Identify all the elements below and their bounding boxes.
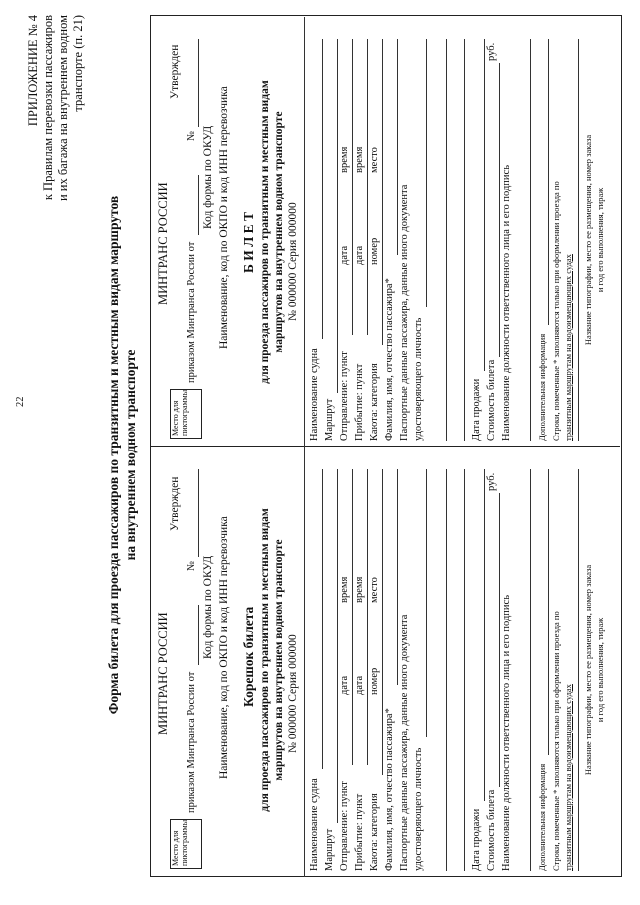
ticket-officer: Наименование должности ответственного лица и его подпись bbox=[501, 165, 512, 441]
ticket-carrier: Наименование, код по ОКПО и код ИНН перевозчика bbox=[218, 86, 230, 349]
ticket-subtitle2: маршрутов на внутреннем водном транспорте bbox=[273, 111, 285, 353]
ticket-ministry: МИНТРАНС РОССИИ bbox=[156, 182, 170, 305]
stub-extra: Дополнительная информация bbox=[537, 763, 547, 871]
stub-note2: транзитным маршрутам на водоизмещающих судах bbox=[563, 684, 573, 871]
stub-doc-title: Корешок билета bbox=[241, 606, 256, 707]
ticket-print1: Название типографии, место ее размещения, номер заказа bbox=[583, 134, 593, 346]
stub-officer: Наименование должности ответственного лица и его подпись bbox=[501, 595, 512, 871]
ticket-cabin-number: номер bbox=[369, 237, 380, 265]
stub-ministry: МИНТРАНС РОССИИ bbox=[156, 612, 170, 735]
stub-price: Стоимость билета bbox=[486, 789, 497, 871]
ticket-okud: Код формы по ОКУД bbox=[202, 125, 214, 229]
stub-arrive-time: время bbox=[354, 576, 365, 603]
stub-arrive: Прибытие: пункт bbox=[354, 793, 365, 871]
stub-number: № 000000 Серия 000000 bbox=[287, 634, 299, 753]
ticket-sale-date: Дата продажи bbox=[471, 378, 482, 441]
ticket-pictogram-box: Место для пиктограммы bbox=[170, 389, 202, 439]
ticket-order-no: № bbox=[186, 130, 197, 141]
stub-depart-date: дата bbox=[339, 675, 350, 695]
stub-cabin-seat: место bbox=[369, 577, 380, 603]
stub-rub: руб. bbox=[486, 472, 497, 491]
ticket-price: Стоимость билета bbox=[486, 359, 497, 441]
ticket-passport2: удостоверяющего личность bbox=[413, 317, 424, 441]
appendix-title: ПРИЛОЖЕНИЕ № 4 bbox=[26, 15, 40, 127]
stub-print1: Название типографии, место ее размещения, номер заказа bbox=[583, 564, 593, 776]
ticket-approved: Утвержден bbox=[169, 44, 181, 99]
ticket-arrive-time: время bbox=[354, 146, 365, 173]
stub-order: приказом Минтранса России от bbox=[186, 671, 197, 813]
ticket-extra: Дополнительная информация bbox=[537, 333, 547, 441]
ticket-cabin-seat: место bbox=[369, 147, 380, 173]
stub-carrier: Наименование, код по ОКПО и код ИНН перевозчика bbox=[218, 516, 230, 779]
stub-pictogram-box: Место для пиктограммы bbox=[170, 819, 202, 869]
stub-cabin: Каюта: категория bbox=[369, 793, 380, 871]
ticket-note1: Строки, помеченные * заполняются только при оформлении проезда по bbox=[551, 181, 561, 441]
stub-route: Маршрут bbox=[324, 828, 335, 871]
ticket-subtitle1: для проезда пассажиров по транзитным и местным видам bbox=[259, 80, 271, 384]
ticket-print2: и год его выполнения, тираж bbox=[595, 187, 605, 293]
ticket-depart: Отправление: пункт bbox=[339, 351, 350, 441]
stub-print2: и год его выполнения, тираж bbox=[595, 617, 605, 723]
ticket-cabin: Каюта: категория bbox=[369, 363, 380, 441]
ticket-order: приказом Минтранса России от bbox=[186, 241, 197, 383]
ticket-depart-time: время bbox=[339, 146, 350, 173]
ticket-doc-title: Б И Л Е Т bbox=[241, 212, 256, 273]
ticket-depart-date: дата bbox=[339, 245, 350, 265]
form-title-line1: Форма билета для проезда пассажиров по транзитным и местным видам маршрутов bbox=[106, 195, 121, 715]
stub-arrive-date: дата bbox=[354, 675, 365, 695]
stub-passenger-name: Фамилия, имя, отчество пассажира* bbox=[384, 708, 395, 871]
stub-okud: Код формы по ОКУД bbox=[202, 555, 214, 659]
stub-subtitle2: маршрутов на внутреннем водном транспорте bbox=[273, 539, 285, 781]
appendix-line3: транспорте (п. 21) bbox=[71, 15, 85, 112]
ticket-ship: Наименование судна bbox=[309, 348, 320, 441]
stub-depart-time: время bbox=[339, 576, 350, 603]
panel-divider bbox=[150, 446, 620, 447]
stub-note1: Строки, помеченные * заполняются только при оформлении проезда по bbox=[551, 611, 561, 871]
ticket-arrive: Прибытие: пункт bbox=[354, 363, 365, 441]
ticket-rub: руб. bbox=[486, 42, 497, 61]
ticket-number: № 000000 Серия 000000 bbox=[287, 202, 299, 321]
appendix-line2: и их багажа на внутреннем водном bbox=[56, 15, 70, 202]
stub-subtitle1: для проезда пассажиров по транзитным и местным видам bbox=[259, 508, 271, 812]
ticket-passport1: Паспортные данные пассажира, данные иного документа bbox=[399, 184, 410, 441]
stub-passport1: Паспортные данные пассажира, данные иного документа bbox=[399, 614, 410, 871]
stub-ship: Наименование судна bbox=[309, 778, 320, 871]
page-number: 22 bbox=[15, 396, 26, 407]
appendix-line1: к Правилам перевозки пассажиров bbox=[41, 15, 55, 201]
ticket-route: Маршрут bbox=[324, 398, 335, 441]
stub-sale-date: Дата продажи bbox=[471, 808, 482, 871]
stub-passport2: удостоверяющего личность bbox=[413, 747, 424, 871]
appendix-header bbox=[26, 15, 86, 255]
stub-depart: Отправление: пункт bbox=[339, 781, 350, 871]
form-title bbox=[106, 115, 140, 795]
ticket-arrive-date: дата bbox=[354, 245, 365, 265]
form-title-line2: на внутреннем водном транспорте bbox=[122, 349, 138, 561]
stub-order-no: № bbox=[186, 560, 197, 571]
ticket-passenger-name: Фамилия, имя, отчество пассажира* bbox=[384, 278, 395, 441]
ticket-note2: транзитным маршрутам на водоизмещающих судах bbox=[563, 254, 573, 441]
stub-cabin-number: номер bbox=[369, 667, 380, 695]
stub-approved: Утвержден bbox=[169, 476, 181, 531]
